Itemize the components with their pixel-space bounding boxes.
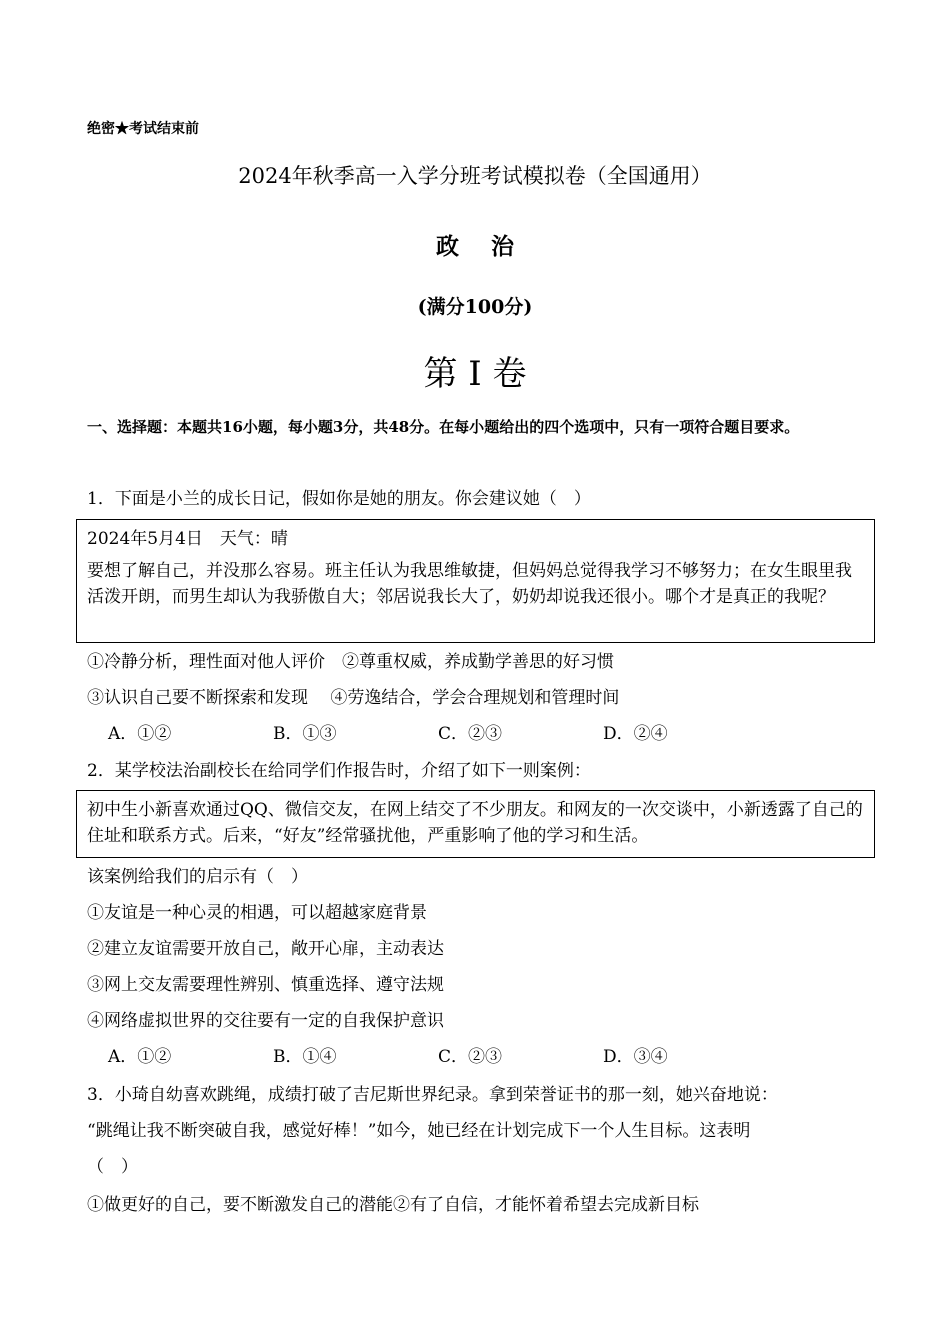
- q1-diary-date: 2024年5月4日 天气：晴: [87, 529, 288, 549]
- q3-stem-line-2: “跳绳让我不断突破自我，感觉好棒！”如今，她已经在计划完成下一个人生目标。这表明: [87, 1121, 751, 1141]
- confidential-label: 绝密★考试结束前: [87, 121, 199, 137]
- q2-option-d: D．③④: [603, 1047, 668, 1067]
- q1-statement-line-2: ③认识自己要不断探索和发现 ④劳逸结合，学会合理规划和管理时间: [87, 688, 620, 708]
- q2-item-4: ④网络虚拟世界的交往要有一定的自我保护意识: [87, 1011, 444, 1031]
- q1-option-c: C．②③: [438, 724, 503, 744]
- q3-item-1: ①做更好的自己，要不断激发自己的潜能②有了自信，才能怀着希望去完成新目标: [87, 1195, 699, 1215]
- section-heading: 一、选择题：本题共16小题，每小题3分，共48分。在每小题给出的四个选项中，只有一项符合题目要求。: [87, 418, 800, 436]
- q2-option-c: C．②③: [438, 1047, 503, 1067]
- q1-options: [108, 719, 768, 744]
- q2-item-2: ②建立友谊需要开放自己，敞开心扉，主动表达: [87, 939, 444, 959]
- volume-title: 第 I 卷: [423, 354, 527, 394]
- q1-option-d: D．②④: [603, 724, 668, 744]
- subject-title: 政 治: [435, 233, 526, 260]
- full-score-note: (满分100分): [417, 296, 533, 318]
- q1-stem: 1．下面是小兰的成长日记，假如你是她的朋友。你会建议她（ ）: [87, 489, 591, 509]
- q2-option-a: A．①②: [108, 1047, 172, 1067]
- q2-option-b: B．①④: [273, 1047, 337, 1067]
- q2-options: [108, 1042, 768, 1067]
- q3-stem-line-1: 3．小琦自幼喜欢跳绳，成绩打破了吉尼斯世界纪录。拿到荣誉证书的那一刻，她兴奋地说：: [87, 1085, 778, 1105]
- q2-case-box: [76, 790, 875, 858]
- q2-prompt: 该案例给我们的启示有（ ）: [87, 867, 308, 887]
- q2-item-1: ①友谊是一种心灵的相遇，可以超越家庭背景: [87, 903, 427, 923]
- q1-option-a: A．①②: [108, 724, 172, 744]
- q2-case-text: 初中生小新喜欢通过QQ、微信交友，在网上结交了不少朋友。和网友的一次交谈中，小新透露了自己的住址和联系方式。后来，“好友”经常骚扰他，严重影响了他的学习和生活。: [87, 800, 863, 846]
- q2-item-3: ③网上交友需要理性辨别、慎重选择、遵守法规: [87, 975, 444, 995]
- q3-stem-line-3: （ ）: [87, 1157, 138, 1177]
- q2-stem: 2．某学校法治副校长在给同学们作报告时，介绍了如下一则案例：: [87, 761, 591, 781]
- q1-diary-text: 要想了解自己，并没那么容易。班主任认为我思维敏捷，但妈妈总觉得我学习不够努力；在女生眼里我活泼开朗，而男生却认为我骄傲自大；邻居说我长大了，奶奶却说我还很小。哪个才是真正的我呢？: [87, 561, 852, 607]
- q1-diary-box: [76, 519, 875, 643]
- q1-option-b: B．①③: [273, 724, 337, 744]
- exam-title: 2024年秋季高一入学分班考试模拟卷（全国通用）: [238, 164, 712, 188]
- q1-statement-line-1: ①冷静分析，理性面对他人评价 ②尊重权威，养成勤学善思的好习惯: [87, 652, 614, 672]
